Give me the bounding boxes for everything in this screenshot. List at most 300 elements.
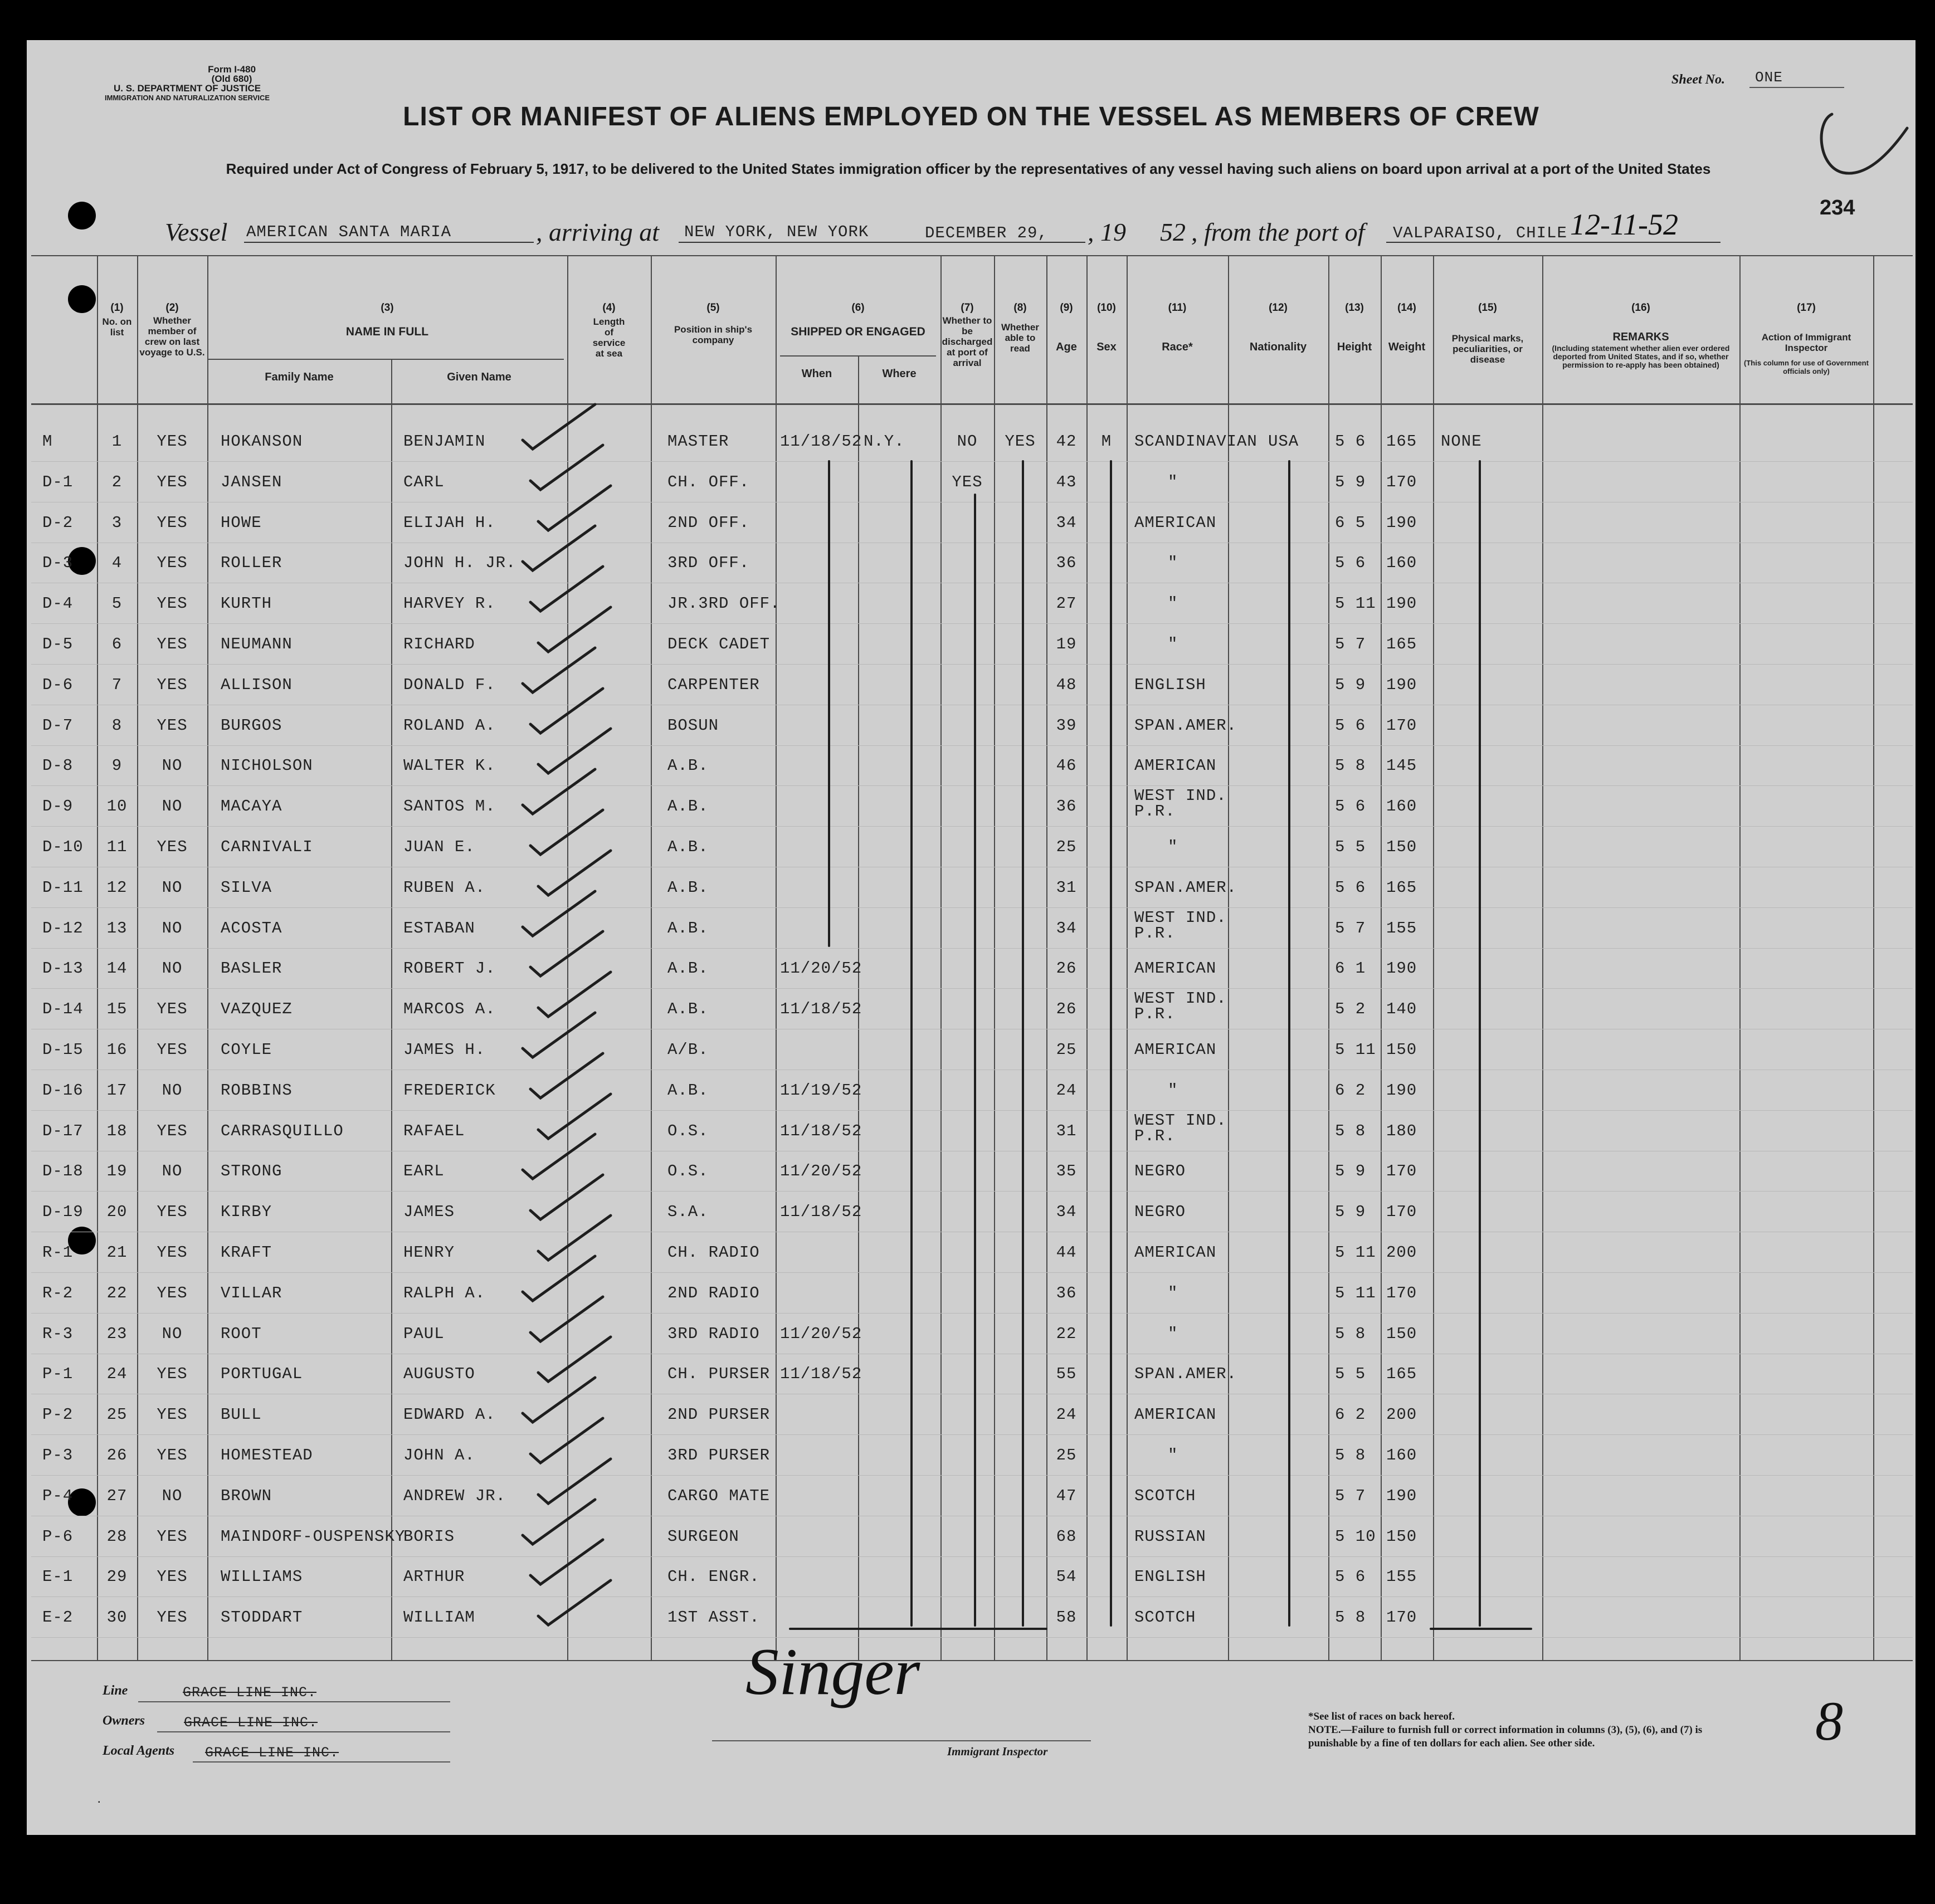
cell-given: CARL [403, 473, 445, 491]
cell-given: JUAN E. [403, 838, 475, 856]
cell-race: WEST IND. P.R. [1134, 1111, 1227, 1145]
col6-header: SHIPPED OR ENGAGED [791, 325, 925, 338]
cell-position: CH. OFF. [667, 473, 750, 491]
cell-weight: 150 [1386, 1527, 1417, 1546]
cell-weight: 170 [1386, 473, 1417, 491]
cell-weight: 170 [1386, 1608, 1417, 1627]
cell-no: 26 [106, 1446, 128, 1464]
cell-no: 29 [106, 1568, 128, 1586]
cell-no: 18 [106, 1122, 128, 1140]
cell-weight: 180 [1386, 1122, 1417, 1140]
cell-weight: 140 [1386, 1000, 1417, 1018]
form-old-number: (Old 680) [211, 74, 252, 84]
cell-age: 68 [1056, 1527, 1077, 1546]
cell-position: A.B. [667, 838, 709, 856]
check-mark [530, 931, 603, 976]
cell-position: 2ND RADIO [667, 1284, 760, 1302]
cell-position: 1ST ASST. [667, 1608, 760, 1627]
cell-position: CARGO MATE [667, 1487, 771, 1505]
cell-last: NO [162, 1487, 183, 1505]
cell-position: A.B. [667, 919, 709, 938]
cell-last: YES [157, 676, 188, 694]
cell-no: 19 [106, 1162, 128, 1180]
check-mark [530, 567, 603, 611]
cell-family: COYLE [221, 1041, 272, 1059]
cell-last: YES [157, 635, 188, 653]
cell-height: 5 11 [1335, 594, 1376, 613]
cell-race: SCOTCH [1134, 1487, 1196, 1505]
cell-family: STODDART [221, 1608, 303, 1627]
cell-weight: 200 [1386, 1243, 1417, 1262]
cell-height: 5 2 [1335, 1000, 1366, 1018]
cell-given: SANTOS M. [403, 797, 496, 816]
cell-race: " [1168, 635, 1178, 653]
check-mark [523, 1013, 595, 1057]
line-underline [138, 1701, 450, 1702]
cell-race: " [1168, 838, 1178, 856]
cell-position: SURGEON [667, 1527, 739, 1546]
cell-given: HENRY [403, 1243, 455, 1262]
cell-code: P-3 [42, 1446, 74, 1464]
col4-header: Length of service at sea [592, 316, 626, 359]
col3-given-header: Given Name [447, 371, 511, 383]
check-mark [523, 1256, 595, 1301]
sheet-value: ONE [1755, 69, 1783, 86]
cell-code: R-2 [42, 1284, 74, 1302]
cell-height: 6 1 [1335, 959, 1366, 978]
arrival-date: DECEMBER 29, [925, 224, 1048, 242]
cell-given: WILLIAM [403, 1608, 475, 1627]
cell-last: NO [162, 1162, 183, 1180]
col5-num: (5) [706, 302, 720, 314]
cell-code: D-8 [42, 756, 74, 775]
cell-family: BASLER [221, 959, 282, 978]
cell-position: A.B. [667, 756, 709, 775]
cell-no: 8 [111, 716, 123, 735]
cell-position: 2ND PURSER [667, 1405, 771, 1424]
check-mark [523, 1134, 595, 1179]
cell-family: NEUMANN [221, 635, 293, 653]
check-mark [530, 445, 603, 490]
cell-height: 5 8 [1335, 756, 1366, 775]
check-mark [523, 1378, 595, 1422]
cell-no: 10 [106, 797, 128, 816]
cell-family: JANSEN [221, 473, 282, 491]
cell-position: 3RD PURSER [667, 1446, 771, 1464]
check-mark [523, 648, 595, 692]
cell-height: 5 11 [1335, 1041, 1376, 1059]
cell-weight: 150 [1386, 838, 1417, 856]
cell-code: D-14 [42, 1000, 84, 1018]
page-subtitle: Required under Act of Congress of February 5, 1917, to be delivered to the United States immigration officer by the representatives of any vessel having such aliens on board upon arrival at a port of the United States [226, 160, 1711, 177]
col13-num: (13) [1345, 302, 1364, 314]
arriving-port: NEW YORK, NEW YORK [684, 223, 869, 241]
col16-note: (Including statement whether alien ever ordered deported from United States, and if so, whether permission to re-apply has been obtained) [1552, 344, 1730, 369]
from-port-label: , from the port of [1191, 218, 1365, 246]
col7-num: (7) [961, 302, 974, 314]
cell-family: KIRBY [221, 1203, 272, 1221]
cell-discharged: YES [952, 473, 983, 491]
col6-where-header: Where [882, 368, 917, 380]
cell-family: WILLIAMS [221, 1568, 303, 1586]
cell-position: 3RD OFF. [667, 554, 750, 572]
cell-family: HOMESTEAD [221, 1446, 313, 1464]
cell-no: 24 [106, 1365, 128, 1383]
cell-given: MARCOS A. [403, 1000, 496, 1018]
cell-weight: 160 [1386, 554, 1417, 572]
cell-weight: 150 [1386, 1325, 1417, 1343]
check-mark [523, 526, 595, 570]
cell-family: CARRASQUILLO [221, 1122, 344, 1140]
cell-last: YES [157, 1608, 188, 1627]
cell-given: JAMES [403, 1203, 455, 1221]
cell-height: 5 9 [1335, 473, 1366, 491]
cell-no: 4 [111, 554, 123, 572]
cell-code: D-11 [42, 878, 84, 897]
col3-family-header: Family Name [265, 371, 334, 383]
cell-family: ROBBINS [221, 1081, 293, 1100]
cell-given: BENJAMIN [403, 432, 486, 451]
col12-num: (12) [1269, 302, 1288, 314]
cell-family: ROOT [221, 1325, 262, 1343]
cell-position: CH. RADIO [667, 1243, 760, 1262]
cell-age: 24 [1056, 1405, 1077, 1424]
printer-mark: ▪ [98, 1799, 100, 1805]
cell-weight: 165 [1386, 1365, 1417, 1383]
cell-weight: 200 [1386, 1405, 1417, 1424]
col11-num: (11) [1168, 302, 1187, 314]
cell-weight: 165 [1386, 432, 1417, 451]
handwritten-marks [27, 40, 1915, 1835]
cell-no: 7 [111, 676, 123, 694]
cell-race: WEST IND. P.R. [1134, 787, 1227, 821]
cell-last: YES [157, 514, 188, 532]
cell-height: 5 9 [1335, 676, 1366, 694]
cell-weight: 170 [1386, 716, 1417, 735]
cell-given: JAMES H. [403, 1041, 486, 1059]
cell-age: 26 [1056, 959, 1077, 978]
check-mark [523, 404, 595, 449]
cell-position: A.B. [667, 1081, 709, 1100]
check-mark [538, 1580, 611, 1625]
cell-no: 9 [111, 756, 123, 775]
cell-last: NO [162, 756, 183, 775]
cell-position: A.B. [667, 878, 709, 897]
cell-last: YES [157, 1000, 188, 1018]
line-label: Line [103, 1683, 128, 1698]
cell-last: YES [157, 1527, 188, 1546]
cell-position: BOSUN [667, 716, 719, 735]
cell-last: YES [157, 432, 188, 451]
cell-family: BROWN [221, 1487, 272, 1505]
races-note: *See list of races on back hereof. [1308, 1711, 1455, 1722]
cell-race: NEGRO [1134, 1162, 1186, 1180]
cell-read: YES [1005, 432, 1036, 451]
cell-last: NO [162, 1081, 183, 1100]
cell-code: D-16 [42, 1081, 84, 1100]
cell-race: SPAN.AMER. [1134, 716, 1237, 735]
cell-position: A.B. [667, 797, 709, 816]
inspector-label: Immigrant Inspector [947, 1745, 1048, 1758]
cell-code: D-13 [42, 959, 84, 978]
col4-num: (4) [602, 302, 616, 314]
check-mark [530, 1053, 603, 1098]
cell-no: 16 [106, 1041, 128, 1059]
owners-label: Owners [103, 1713, 145, 1728]
cell-code: P-4 [42, 1487, 74, 1505]
cell-family: BULL [221, 1405, 262, 1424]
cell-when: 11/19/52 [780, 1081, 862, 1100]
cell-weight: 145 [1386, 756, 1417, 775]
cell-age: 27 [1056, 594, 1077, 613]
cell-no: 23 [106, 1325, 128, 1343]
cell-code: D-3 [42, 554, 74, 572]
cell-height: 5 5 [1335, 838, 1366, 856]
cell-no: 13 [106, 919, 128, 938]
cell-height: 5 8 [1335, 1608, 1366, 1627]
cell-position: A.B. [667, 1000, 709, 1018]
owners-value: GRACE LINE INC. [184, 1715, 318, 1731]
cell-height: 5 6 [1335, 716, 1366, 735]
cell-height: 5 8 [1335, 1122, 1366, 1140]
col5-header: Position in ship's company [674, 324, 753, 345]
cell-position: S.A. [667, 1203, 709, 1221]
cell-position: CH. ENGR. [667, 1568, 760, 1586]
cell-given: BORIS [403, 1527, 455, 1546]
cell-last: YES [157, 473, 188, 491]
cell-family: NICHOLSON [221, 756, 313, 775]
cell-family: BURGOS [221, 716, 282, 735]
cell-given: RUBEN A. [403, 878, 486, 897]
check-mark [538, 607, 611, 652]
cell-no: 17 [106, 1081, 128, 1100]
cell-race: AMERICAN [1134, 756, 1217, 775]
check-mark [538, 1094, 611, 1139]
check-mark [530, 1297, 603, 1341]
cell-given: RICHARD [403, 635, 475, 653]
cell-weight: 190 [1386, 1081, 1417, 1100]
cell-last: YES [157, 1284, 188, 1302]
cell-code: D-10 [42, 838, 84, 856]
cell-height: 5 7 [1335, 919, 1366, 938]
cell-last: YES [157, 1122, 188, 1140]
cell-age: 34 [1056, 919, 1077, 938]
col8-num: (8) [1013, 302, 1027, 314]
agents-value: GRACE LINE INC. [205, 1745, 339, 1761]
cell-code: P-2 [42, 1405, 74, 1424]
cell-last: YES [157, 1568, 188, 1586]
cell-when: 11/18/52 [780, 1122, 862, 1140]
cell-age: 31 [1056, 1122, 1077, 1140]
cell-age: 47 [1056, 1487, 1077, 1505]
cell-height: 5 9 [1335, 1203, 1366, 1221]
cell-when: 11/18/52 [780, 432, 862, 451]
cell-no: 11 [106, 838, 128, 856]
col1-num: (1) [110, 302, 124, 314]
cell-height: 6 2 [1335, 1081, 1366, 1100]
cell-race: WEST IND. P.R. [1134, 989, 1227, 1023]
cell-race: SPAN.AMER. [1134, 1365, 1237, 1383]
cell-height: 5 6 [1335, 432, 1366, 451]
cell-no: 22 [106, 1284, 128, 1302]
cell-race: AMERICAN [1134, 514, 1217, 532]
col15-header: Physical marks, peculiarities, or disease [1451, 333, 1524, 365]
cell-code: E-1 [42, 1568, 74, 1586]
cell-family: SILVA [221, 878, 272, 897]
page-title: LIST OR MANIFEST OF ALIENS EMPLOYED ON THE VESSEL AS MEMBERS OF CREW [403, 102, 1539, 131]
cell-no: 6 [111, 635, 123, 653]
agents-label: Local Agents [103, 1744, 175, 1758]
col3-header: NAME IN FULL [345, 325, 429, 338]
agents-underline [193, 1761, 450, 1763]
cell-last: YES [157, 554, 188, 572]
cell-age: 58 [1056, 1608, 1077, 1627]
page-number: 234 [1820, 196, 1855, 219]
cell-last: NO [162, 919, 183, 938]
cell-position: O.S. [667, 1162, 709, 1180]
cell-weight: 190 [1386, 959, 1417, 978]
cell-given: ROBERT J. [403, 959, 496, 978]
cell-height: 5 8 [1335, 1446, 1366, 1464]
check-mark [523, 891, 595, 936]
cell-race: WEST IND. P.R. [1134, 909, 1227, 943]
cell-age: 55 [1056, 1365, 1077, 1383]
cell-weight: 165 [1386, 878, 1417, 897]
check-mark [530, 1540, 603, 1584]
form-number: Form I-480 [208, 64, 256, 75]
col12-header: Nationality [1249, 341, 1307, 353]
cell-family: CARNIVALI [221, 838, 313, 856]
cell-code: D-19 [42, 1203, 84, 1221]
manifest-sheet [27, 40, 1915, 1835]
cell-age: 25 [1056, 1041, 1077, 1059]
col6-when-header: When [801, 368, 832, 380]
cell-race: SCANDINAVIAN [1134, 432, 1257, 451]
signature-line [712, 1740, 1091, 1741]
cell-race: AMERICAN [1134, 959, 1217, 978]
cell-code: D-7 [42, 716, 74, 735]
cell-height: 5 10 [1335, 1527, 1376, 1546]
cell-position: 3RD RADIO [667, 1325, 760, 1343]
cell-no: 15 [106, 1000, 128, 1018]
cell-race: ENGLISH [1134, 676, 1206, 694]
cell-no: 21 [106, 1243, 128, 1262]
cell-no: 5 [111, 594, 123, 613]
cell-weight: 190 [1386, 594, 1417, 613]
cell-when: 11/18/52 [780, 1365, 862, 1383]
cell-when: 11/20/52 [780, 959, 862, 978]
check-mark [538, 972, 611, 1017]
cell-race: NEGRO [1134, 1203, 1186, 1221]
col11-header: Race* [1162, 341, 1193, 353]
cell-code: D-5 [42, 635, 74, 653]
cell-code: P-6 [42, 1527, 74, 1546]
cell-discharged: NO [957, 432, 978, 451]
cell-where: N.Y. [864, 432, 905, 451]
check-mark [530, 1175, 603, 1219]
col16-num: (16) [1631, 302, 1650, 314]
cell-height: 5 6 [1335, 878, 1366, 897]
cell-race: SPAN.AMER. [1134, 878, 1237, 897]
col9-num: (9) [1060, 302, 1073, 314]
cell-height: 6 5 [1335, 514, 1366, 532]
cell-race: " [1168, 594, 1178, 613]
cell-position: MASTER [667, 432, 729, 451]
col9-header: Age [1056, 341, 1077, 353]
cell-position: CH. PURSER [667, 1365, 771, 1383]
cell-family: KURTH [221, 594, 272, 613]
cell-age: 36 [1056, 554, 1077, 572]
cell-family: PORTUGAL [221, 1365, 303, 1383]
cell-code: D-15 [42, 1041, 84, 1059]
cell-code: D-4 [42, 594, 74, 613]
cell-last: YES [157, 1243, 188, 1262]
cell-race: AMERICAN [1134, 1243, 1217, 1262]
cell-family: STRONG [221, 1162, 282, 1180]
cell-family: MAINDORF-OUSPENSKY [221, 1527, 406, 1546]
cell-code: D-18 [42, 1162, 84, 1180]
col16-header: REMARKS [1612, 331, 1669, 343]
cell-weight: 170 [1386, 1203, 1417, 1221]
cell-age: 46 [1056, 756, 1077, 775]
cell-weight: 155 [1386, 919, 1417, 938]
penalty-note: NOTE.—Failure to furnish full or correct information in columns (3), (5), (6), and (7) is punishable by a fine of ten dollars for each alien. See other side. [1308, 1724, 1703, 1749]
cell-race: " [1168, 1446, 1178, 1464]
cell-when: 11/20/52 [780, 1162, 862, 1180]
cell-nationality: USA [1268, 432, 1299, 451]
cell-no: 20 [106, 1203, 128, 1221]
cell-given: FREDERICK [403, 1081, 496, 1100]
cell-given: ROLAND A. [403, 716, 496, 735]
cell-code: D-6 [42, 676, 74, 694]
cell-given: HARVEY R. [403, 594, 496, 613]
cell-height: 5 9 [1335, 1162, 1366, 1180]
cell-last: YES [157, 1041, 188, 1059]
cell-height: 5 7 [1335, 635, 1366, 653]
cell-age: 25 [1056, 1446, 1077, 1464]
cell-given: DONALD F. [403, 676, 496, 694]
col2-num: (2) [165, 302, 179, 314]
cell-age: 54 [1056, 1568, 1077, 1586]
cell-race: " [1168, 1325, 1178, 1343]
cell-given: ARTHUR [403, 1568, 465, 1586]
col6-num: (6) [851, 302, 865, 314]
owners-underline [157, 1731, 450, 1732]
cell-race: ENGLISH [1134, 1568, 1206, 1586]
col13-header: Height [1337, 341, 1372, 353]
cell-height: 5 7 [1335, 1487, 1366, 1505]
cell-last: YES [157, 1203, 188, 1221]
cell-race: AMERICAN [1134, 1041, 1217, 1059]
cell-given: EARL [403, 1162, 445, 1180]
col3-num: (3) [381, 302, 394, 314]
col10-header: Sex [1096, 341, 1117, 353]
col8-header: Whether able to read [1001, 322, 1039, 354]
cell-age: 34 [1056, 514, 1077, 532]
year-label: , 19 [1088, 218, 1126, 246]
cell-given: ANDREW JR. [403, 1487, 506, 1505]
cell-marks: NONE [1441, 432, 1482, 451]
cell-family: MACAYA [221, 797, 282, 816]
cell-given: RAFAEL [403, 1122, 465, 1140]
cell-given: ESTABAN [403, 919, 475, 938]
cell-last: YES [157, 1405, 188, 1424]
cell-position: A/B. [667, 1041, 709, 1059]
col7-header: Whether to be discharged at port of arrival [942, 315, 993, 368]
check-mark [530, 810, 603, 855]
form-department: U. S. DEPARTMENT OF JUSTICE [113, 83, 261, 94]
cell-no: 27 [106, 1487, 128, 1505]
